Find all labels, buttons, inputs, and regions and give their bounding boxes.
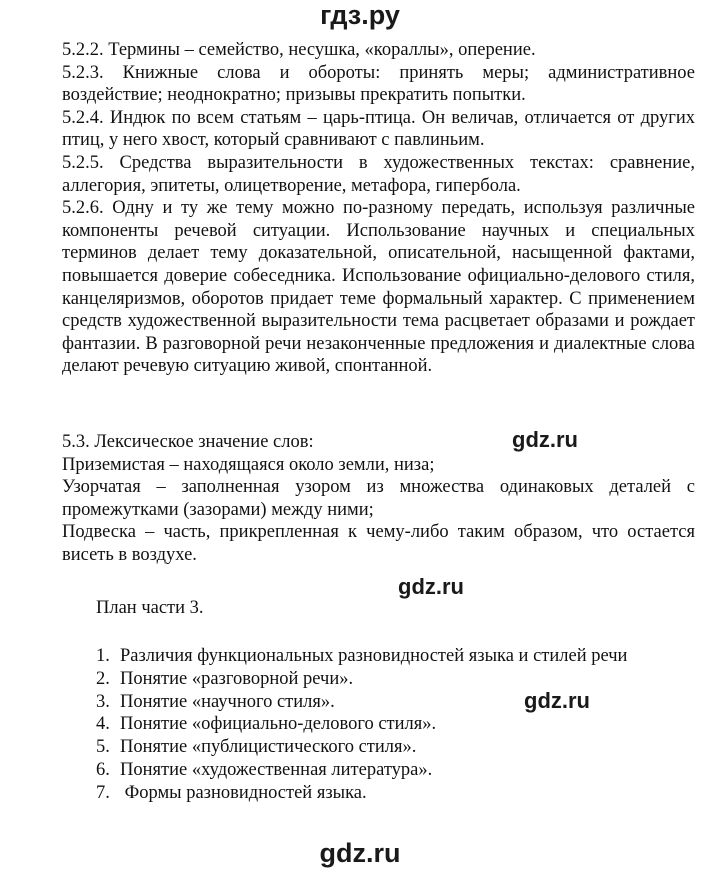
plan-item-number: 6. — [96, 759, 110, 780]
plan-item-number: 5. — [96, 737, 110, 758]
watermark-gdz-1: gdz.ru — [512, 427, 578, 452]
definition-prizemistaya: Приземистая – находящаяся около земли, низа; — [62, 454, 435, 475]
plan-item-text: Формы разновидностей языка. — [120, 782, 367, 803]
plan-item-number: 2. — [96, 668, 110, 689]
watermark-gdz-2: gdz.ru — [398, 574, 464, 599]
plan-item — [96, 713, 627, 736]
definition-podveska: Подвеска – часть, прикрепленная к чему-либо таким образом, что остается висеть в воздухе. — [62, 522, 695, 565]
plan-item-text: Понятие «разговорной речи». — [120, 668, 354, 689]
plan-list — [96, 645, 627, 805]
plan-item — [96, 759, 627, 782]
plan-item-text: Понятие «официально-делового стиля». — [120, 714, 437, 735]
section-5-3-lexical-meaning — [62, 431, 695, 567]
answer-5-2-4: 5.2.4. Индюк по всем статьям – царь-птица. Он величав, отличается от других птиц, у него хвост, который сравнивают с павлиньим. — [62, 107, 695, 151]
watermark-top: гдз.ру — [320, 0, 400, 30]
watermark-gdz-3: gdz.ru — [524, 688, 590, 713]
answer-5-2-5: 5.2.5. Средства выразительности в художественных текстах: сравнение, аллегория, эпитеты, олицетворение, метафора, гипербола. — [62, 152, 695, 196]
plan-item-text: Различия функциональных разновидностей языка и стилей речи — [120, 646, 628, 666]
plan-item-number: 3. — [96, 691, 110, 712]
plan-item-text: Понятие «публицистического стиля». — [120, 737, 417, 758]
plan-item — [96, 736, 627, 759]
definition-uzorchataya: Узорчатая – заполненная узором из множества одинаковых деталей с промежутками (зазорами) между ними; — [62, 477, 695, 520]
plan-title: План части 3. — [96, 598, 204, 618]
section-5-3-heading: 5.3. Лексическое значение слов: — [62, 432, 314, 452]
plan-item-number: 7. — [96, 782, 110, 803]
plan-item-text: Понятие «художественная литература». — [120, 759, 433, 780]
plan-item — [96, 782, 627, 805]
plan-item-text: Понятие «научного стиля». — [120, 691, 335, 712]
plan-item-number: 1. — [96, 646, 110, 666]
plan-item — [96, 645, 627, 668]
answer-5-2-2: 5.2.2. Термины – семейство, несушка, «кораллы», оперение. — [62, 40, 536, 60]
plan-item-number: 4. — [96, 714, 110, 735]
section-5-2-answers — [62, 39, 695, 378]
answer-5-2-6: 5.2.6. Одну и ту же тему можно по-разному передать, используя различные компоненты речевой ситуации. Использование научных и специальных терминов делает тему доказательной, описательной, насыщенной фактами, повышается доверие собеседника. Использование официально-делового стиля, канцеляризмов, оборотов придает теме формальный характер. С применением средств художественной выразительности тема расцветает образами и рождает фантазии. В разговорной речи незаконченные предложения и диалектные слова делают речевую ситуацию живой, спонтанной. — [62, 198, 695, 377]
watermark-bottom: gdz.ru — [319, 838, 401, 868]
answer-5-2-3: 5.2.3. Книжные слова и обороты: принять меры; административное воздействие; неоднократно; призывы прекратить попытки. — [62, 62, 695, 106]
